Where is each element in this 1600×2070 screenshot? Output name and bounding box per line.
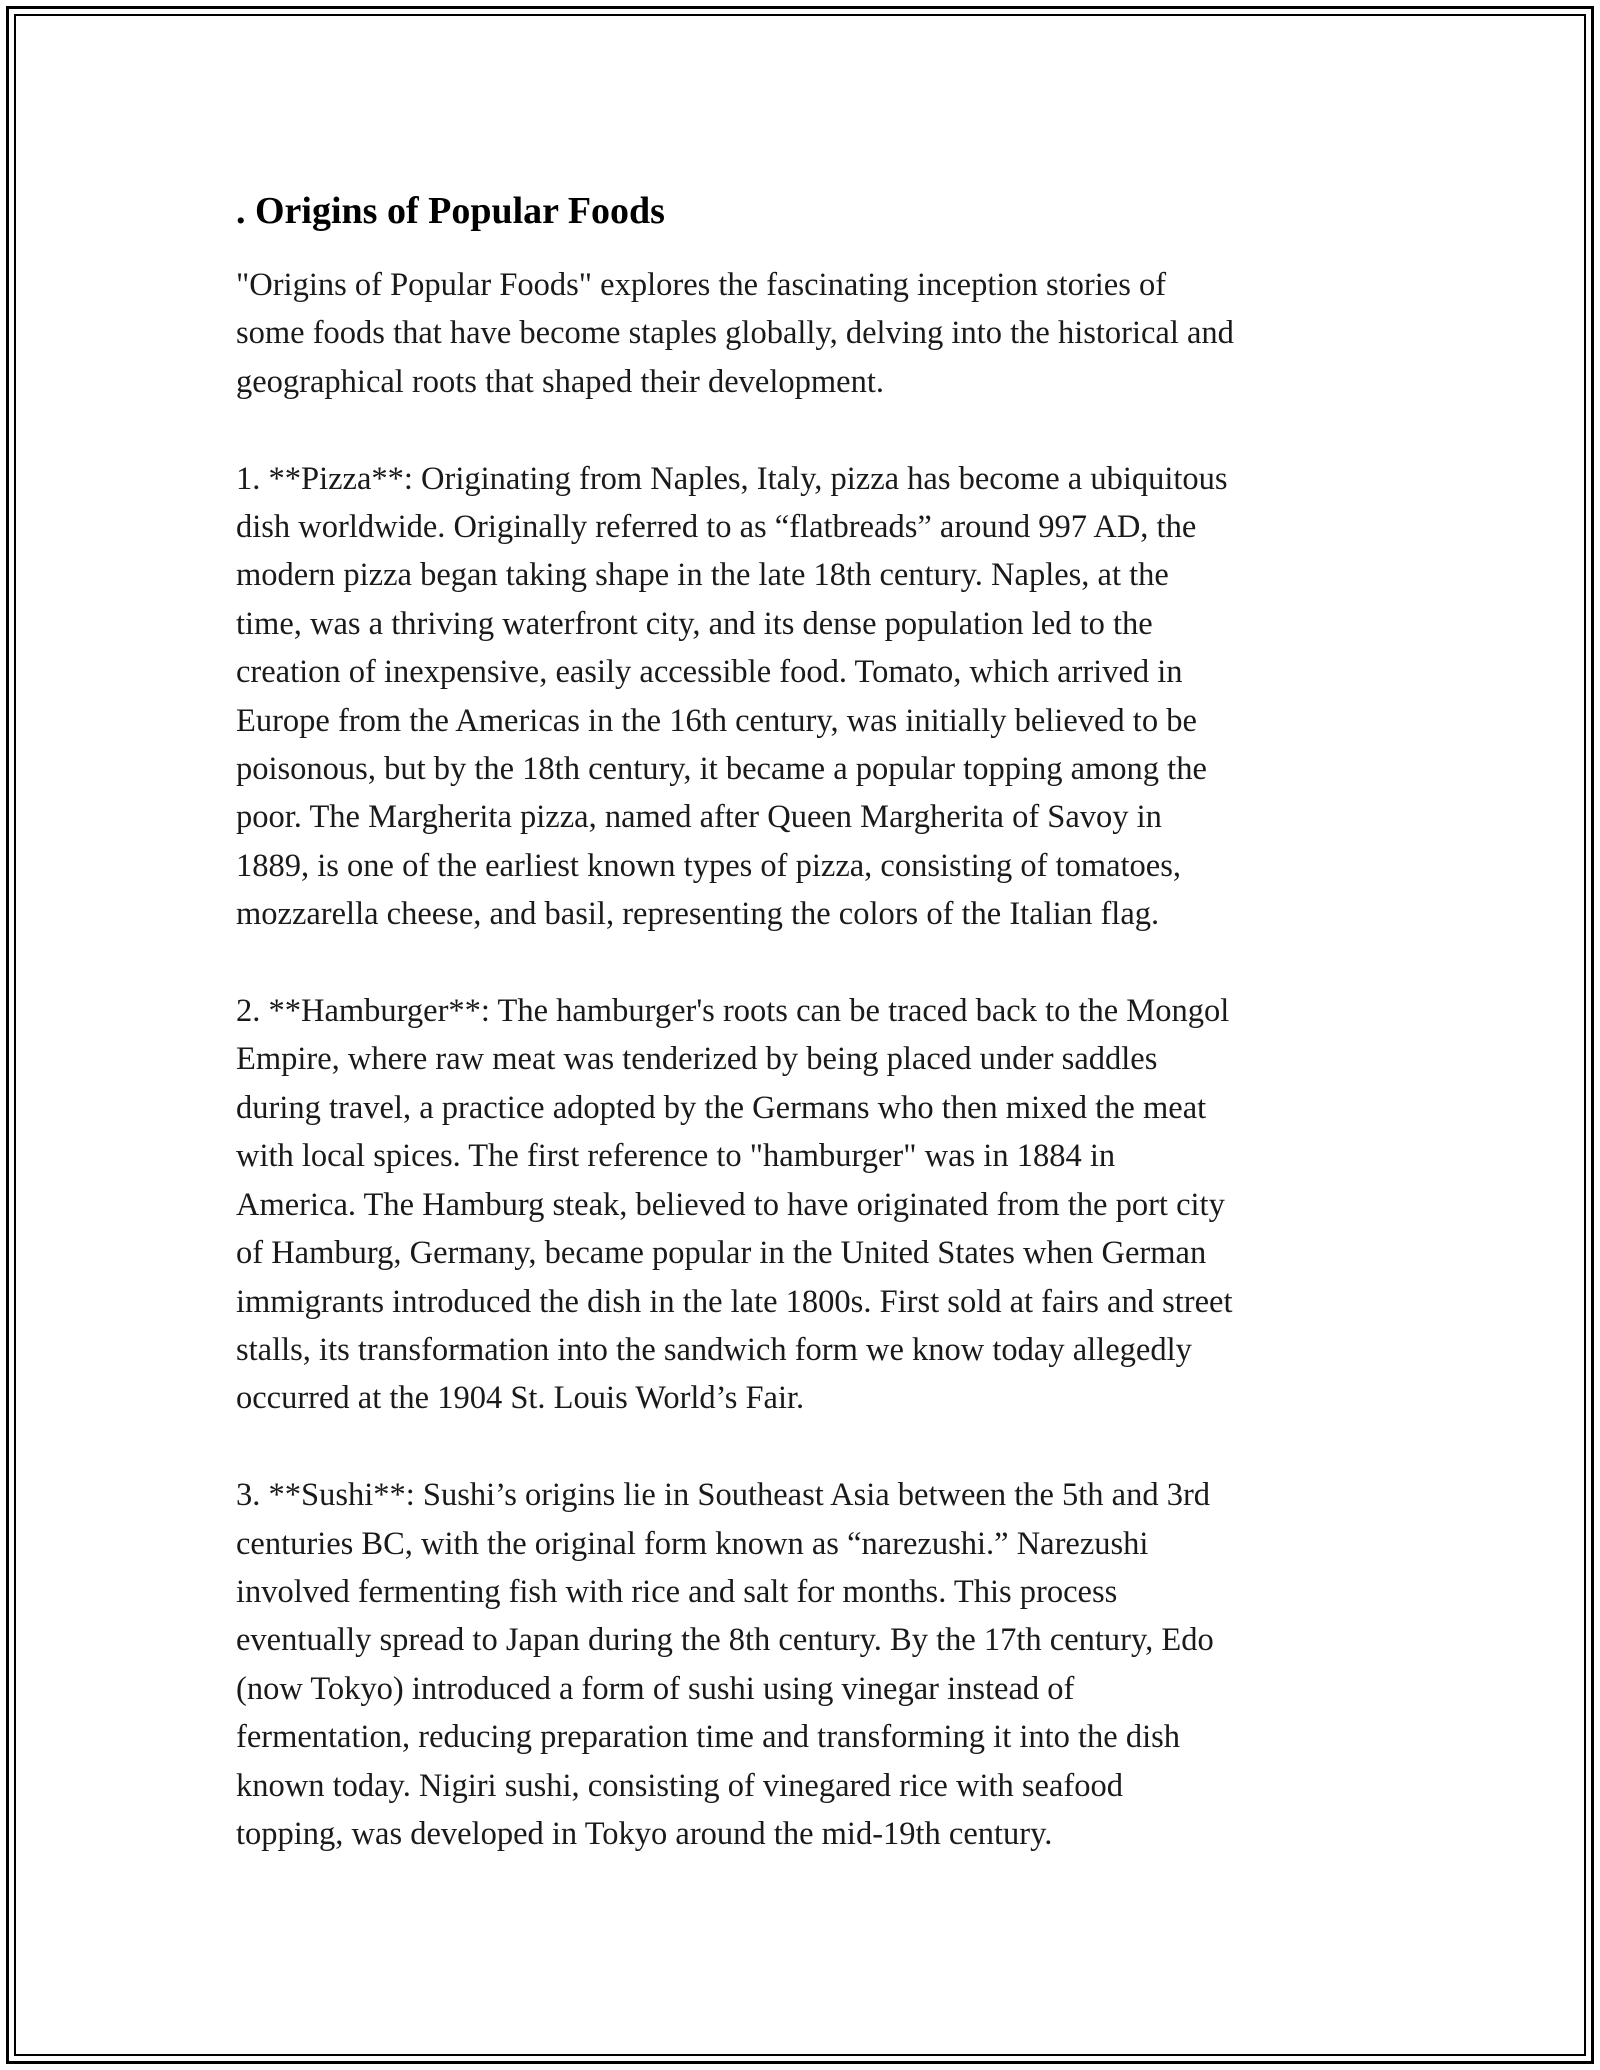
paragraph-line: dish worldwide. Originally referred to as “flatbreads” around 997 AD, the [236,509,1197,546]
pizza-paragraph [236,455,1386,939]
paragraph-line: creation of inexpensive, easily accessible food. Tomato, which arrived in [236,654,1183,691]
paragraph-line: time, was a thriving waterfront city, and its dense population led to the [236,605,1153,642]
paragraph-line: poor. The Margherita pizza, named after Queen Margherita of Savoy in [236,799,1162,836]
paragraph-line: Europe from the Americas in the 16th century, was initially believed to be [236,702,1197,739]
document-body [236,186,1386,1907]
sushi-paragraph [236,1471,1386,1858]
paragraph-line: poisonous, but by the 18th century, it became a popular topping among the [236,751,1207,788]
paragraph-line: America. The Hamburg steak, believed to have originated from the port city [236,1186,1225,1223]
paragraph-line: some foods that have become staples globally, delving into the historical and [236,315,1234,352]
paragraph-line: mozzarella cheese, and basil, representing the colors of the Italian flag. [236,896,1160,933]
paragraph-line: fermentation, reducing preparation time and transforming it into the dish [236,1719,1181,1756]
paragraph-line: 3. **Sushi**: Sushi’s origins lie in Southeast Asia between the 5th and 3rd [236,1477,1211,1514]
paragraph-line: (now Tokyo) introduced a form of sushi using vinegar instead of [236,1670,1075,1707]
hamburger-paragraph [236,987,1386,1423]
paragraph-line: stalls, its transformation into the sandwich form we know today allegedly [236,1331,1192,1368]
paragraph-line: of Hamburg, Germany, became popular in the United States when German [236,1235,1207,1272]
paragraph-line: 1889, is one of the earliest known types of pizza, consisting of tomatoes, [236,847,1182,884]
paragraph-line: 1. **Pizza**: Originating from Naples, Italy, pizza has become a ubiquitous [236,460,1228,497]
paragraph-line: centuries BC, with the original form known as “narezushi.” Narezushi [236,1525,1149,1562]
paragraph-line: with local spices. The first reference to "hamburger" was in 1884 in [236,1138,1116,1175]
paragraph-line: eventually spread to Japan during the 8th century. By the 17th century, Edo [236,1622,1214,1659]
paragraph-line: topping, was developed in Tokyo around the mid-19th century. [236,1815,1053,1852]
document-title: . Origins of Popular Foods [236,190,665,232]
paragraph-line: known today. Nigiri sushi, consisting of vinegared rice with seafood [236,1767,1123,1804]
paragraph-line: occurred at the 1904 St. Louis World’s Fair. [236,1380,805,1417]
paragraph-line: modern pizza began taking shape in the late 18th century. Naples, at the [236,557,1169,594]
intro-paragraph [236,261,1386,406]
paragraph-line: geographical roots that shaped their development. [236,363,884,400]
paragraph-line: Empire, where raw meat was tenderized by being placed under saddles [236,1041,1158,1078]
paragraph-line: 2. **Hamburger**: The hamburger's roots can be traced back to the Mongol [236,993,1230,1030]
paragraph-line: during travel, a practice adopted by the Germans who then mixed the meat [236,1089,1207,1126]
paragraph-line: involved fermenting fish with rice and salt for months. This process [236,1573,1118,1610]
paragraph-line: immigrants introduced the dish in the late 1800s. First sold at fairs and street [236,1283,1233,1320]
paragraph-line: "Origins of Popular Foods" explores the fascinating inception stories of [236,267,1167,303]
